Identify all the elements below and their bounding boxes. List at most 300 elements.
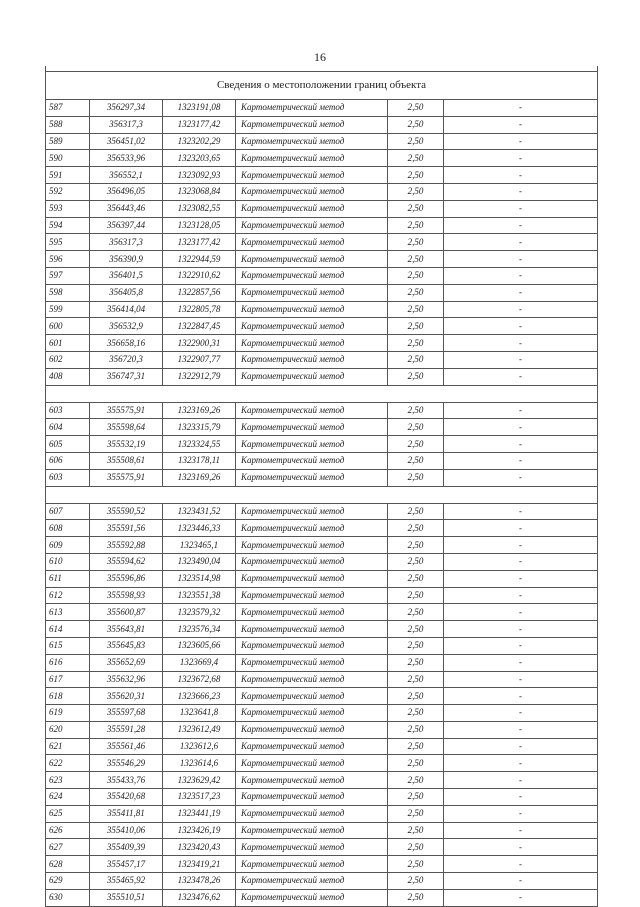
accuracy: 2,50 (388, 318, 444, 335)
description: - (444, 318, 598, 335)
accuracy: 2,50 (388, 267, 444, 284)
point-number: 609 (46, 537, 90, 554)
coord-x: 355532,19 (90, 436, 163, 453)
method: Картометрический метод (236, 267, 388, 284)
coord-x: 356658,16 (90, 335, 163, 352)
table-row (46, 469, 598, 486)
point-number: 614 (46, 621, 90, 638)
description: - (444, 637, 598, 654)
accuracy: 2,50 (388, 772, 444, 789)
description: - (444, 654, 598, 671)
description: - (444, 351, 598, 368)
method: Картометрический метод (236, 721, 388, 738)
description: - (444, 856, 598, 873)
boundary-coordinates-table (45, 66, 598, 907)
accuracy: 2,50 (388, 520, 444, 537)
table-row (46, 520, 598, 537)
accuracy: 2,50 (388, 217, 444, 234)
table-row (46, 351, 598, 368)
method: Картометрический метод (236, 621, 388, 638)
contour-separator (46, 486, 598, 503)
coord-x: 355575,91 (90, 469, 163, 486)
accuracy: 2,50 (388, 671, 444, 688)
coord-x: 355420,68 (90, 789, 163, 806)
accuracy: 2,50 (388, 200, 444, 217)
description: - (444, 570, 598, 587)
method: Картометрический метод (236, 637, 388, 654)
point-number: 617 (46, 671, 90, 688)
method: Картометрический метод (236, 654, 388, 671)
method: Картометрический метод (236, 738, 388, 755)
accuracy: 2,50 (388, 234, 444, 251)
coord-y: 1323672,68 (163, 671, 236, 688)
coord-y: 1323669,4 (163, 654, 236, 671)
point-number: 598 (46, 284, 90, 301)
table-row (46, 183, 598, 200)
table-row (46, 116, 598, 133)
point-number: 624 (46, 789, 90, 806)
table-row (46, 721, 598, 738)
point-number: 623 (46, 772, 90, 789)
coord-y: 1323169,26 (163, 402, 236, 419)
method: Картометрический метод (236, 335, 388, 352)
method: Картометрический метод (236, 301, 388, 318)
method: Картометрический метод (236, 805, 388, 822)
point-number: 599 (46, 301, 90, 318)
point-number: 591 (46, 167, 90, 184)
table-row (46, 284, 598, 301)
accuracy: 2,50 (388, 167, 444, 184)
point-number: 615 (46, 637, 90, 654)
description: - (444, 587, 598, 604)
accuracy: 2,50 (388, 419, 444, 436)
coord-x: 356496,05 (90, 183, 163, 200)
point-number: 608 (46, 520, 90, 537)
table-row (46, 234, 598, 251)
point-number: 588 (46, 116, 90, 133)
coord-x: 355590,52 (90, 503, 163, 520)
point-number: 612 (46, 587, 90, 604)
coord-y: 1322805,78 (163, 301, 236, 318)
point-number: 596 (46, 251, 90, 268)
table-row (46, 436, 598, 453)
description: - (444, 721, 598, 738)
table-row (46, 200, 598, 217)
accuracy: 2,50 (388, 637, 444, 654)
table-row (46, 705, 598, 722)
method: Картометрический метод (236, 368, 388, 385)
description: - (444, 200, 598, 217)
accuracy: 2,50 (388, 301, 444, 318)
method: Картометрический метод (236, 537, 388, 554)
point-number: 618 (46, 688, 90, 705)
point-number: 408 (46, 368, 90, 385)
coord-x: 355546,29 (90, 755, 163, 772)
table-row (46, 738, 598, 755)
coord-y: 1323420,43 (163, 839, 236, 856)
table-row (46, 419, 598, 436)
table-row (46, 553, 598, 570)
description: - (444, 335, 598, 352)
coord-x: 355591,56 (90, 520, 163, 537)
method: Картометрический метод (236, 284, 388, 301)
description: - (444, 503, 598, 520)
coord-x: 355591,28 (90, 721, 163, 738)
coord-y: 1323177,42 (163, 234, 236, 251)
table-row (46, 822, 598, 839)
coord-y: 1323419,21 (163, 856, 236, 873)
coord-x: 356297,34 (90, 100, 163, 117)
page-number: 16 (314, 50, 326, 64)
accuracy: 2,50 (388, 503, 444, 520)
coord-x: 355510,51 (90, 889, 163, 906)
point-number: 597 (46, 267, 90, 284)
method: Картометрический метод (236, 755, 388, 772)
point-number: 606 (46, 452, 90, 469)
coord-x: 356443,46 (90, 200, 163, 217)
accuracy: 2,50 (388, 822, 444, 839)
method: Картометрический метод (236, 200, 388, 217)
accuracy: 2,50 (388, 789, 444, 806)
coord-y: 1323641,8 (163, 705, 236, 722)
point-number: 629 (46, 873, 90, 890)
accuracy: 2,50 (388, 436, 444, 453)
coord-y: 1323476,62 (163, 889, 236, 906)
coord-x: 356532,9 (90, 318, 163, 335)
description: - (444, 284, 598, 301)
point-number: 628 (46, 856, 90, 873)
method: Картометрический метод (236, 520, 388, 537)
coord-y: 1323605,66 (163, 637, 236, 654)
description: - (444, 755, 598, 772)
coord-y: 1323315,79 (163, 419, 236, 436)
accuracy: 2,50 (388, 133, 444, 150)
point-number: 620 (46, 721, 90, 738)
coord-y: 1323082,55 (163, 200, 236, 217)
coord-y: 1323551,38 (163, 587, 236, 604)
method: Картометрический метод (236, 234, 388, 251)
table-row (46, 772, 598, 789)
coord-x: 355596,86 (90, 570, 163, 587)
accuracy: 2,50 (388, 604, 444, 621)
method: Картометрический метод (236, 856, 388, 873)
method: Картометрический метод (236, 217, 388, 234)
table-title: Сведения о местоположении границ объекта (46, 72, 598, 100)
coord-y: 1322857,56 (163, 284, 236, 301)
accuracy: 2,50 (388, 755, 444, 772)
method: Картометрический метод (236, 604, 388, 621)
description: - (444, 133, 598, 150)
coord-x: 356451,02 (90, 133, 163, 150)
point-number: 602 (46, 351, 90, 368)
accuracy: 2,50 (388, 251, 444, 268)
coord-x: 355561,46 (90, 738, 163, 755)
coord-x: 355411,81 (90, 805, 163, 822)
accuracy: 2,50 (388, 351, 444, 368)
table-row (46, 301, 598, 318)
coord-y: 1323092,93 (163, 167, 236, 184)
coord-x: 355410,06 (90, 822, 163, 839)
accuracy: 2,50 (388, 553, 444, 570)
coord-y: 1323612,49 (163, 721, 236, 738)
table-row (46, 100, 598, 117)
method: Картометрический метод (236, 889, 388, 906)
description: - (444, 217, 598, 234)
table-row (46, 621, 598, 638)
coord-x: 355600,87 (90, 604, 163, 621)
coord-y: 1322907,77 (163, 351, 236, 368)
coord-x: 355575,91 (90, 402, 163, 419)
point-number: 613 (46, 604, 90, 621)
description: - (444, 116, 598, 133)
coord-y: 1323465,1 (163, 537, 236, 554)
point-number: 601 (46, 335, 90, 352)
method: Картометрический метод (236, 183, 388, 200)
table-row (46, 251, 598, 268)
accuracy: 2,50 (388, 889, 444, 906)
accuracy: 2,50 (388, 452, 444, 469)
coord-y: 1323441,19 (163, 805, 236, 822)
table-row (46, 335, 598, 352)
accuracy: 2,50 (388, 621, 444, 638)
description: - (444, 183, 598, 200)
description: - (444, 100, 598, 117)
coord-y: 1323490,04 (163, 553, 236, 570)
description: - (444, 621, 598, 638)
table-row (46, 217, 598, 234)
method: Картометрический метод (236, 671, 388, 688)
coord-x: 355597,68 (90, 705, 163, 722)
table-row (46, 873, 598, 890)
point-number: 594 (46, 217, 90, 234)
table-row (46, 133, 598, 150)
table-row (46, 267, 598, 284)
method: Картометрический метод (236, 402, 388, 419)
description: - (444, 436, 598, 453)
table-row (46, 839, 598, 856)
coord-y: 1323478,26 (163, 873, 236, 890)
method: Картометрический метод (236, 116, 388, 133)
accuracy: 2,50 (388, 116, 444, 133)
description: - (444, 234, 598, 251)
method: Картометрический метод (236, 436, 388, 453)
description: - (444, 267, 598, 284)
table-row (46, 805, 598, 822)
accuracy: 2,50 (388, 368, 444, 385)
point-number: 605 (46, 436, 90, 453)
point-number: 627 (46, 839, 90, 856)
coord-x: 355465,92 (90, 873, 163, 890)
coord-x: 356317,3 (90, 234, 163, 251)
accuracy: 2,50 (388, 537, 444, 554)
description: - (444, 738, 598, 755)
description: - (444, 671, 598, 688)
accuracy: 2,50 (388, 873, 444, 890)
description: - (444, 452, 598, 469)
coord-y: 1323178,11 (163, 452, 236, 469)
coord-x: 355594,62 (90, 553, 163, 570)
description: - (444, 469, 598, 486)
accuracy: 2,50 (388, 469, 444, 486)
point-number: 630 (46, 889, 90, 906)
accuracy: 2,50 (388, 587, 444, 604)
coord-x: 356401,5 (90, 267, 163, 284)
point-number: 619 (46, 705, 90, 722)
method: Картометрический метод (236, 688, 388, 705)
accuracy: 2,50 (388, 150, 444, 167)
coord-x: 355652,69 (90, 654, 163, 671)
table-row (46, 637, 598, 654)
coord-x: 356317,3 (90, 116, 163, 133)
accuracy: 2,50 (388, 183, 444, 200)
coord-y: 1322847,45 (163, 318, 236, 335)
coord-x: 355620,31 (90, 688, 163, 705)
coord-y: 1323579,32 (163, 604, 236, 621)
coord-x: 356552,1 (90, 167, 163, 184)
accuracy: 2,50 (388, 335, 444, 352)
method: Картометрический метод (236, 587, 388, 604)
coord-y: 1323169,26 (163, 469, 236, 486)
method: Картометрический метод (236, 772, 388, 789)
coord-x: 356397,44 (90, 217, 163, 234)
description: - (444, 772, 598, 789)
description: - (444, 604, 598, 621)
description: - (444, 150, 598, 167)
method: Картометрический метод (236, 873, 388, 890)
coord-y: 1322944,59 (163, 251, 236, 268)
coord-x: 355643,81 (90, 621, 163, 638)
accuracy: 2,50 (388, 570, 444, 587)
table-row (46, 889, 598, 906)
description: - (444, 251, 598, 268)
coord-x: 355645,83 (90, 637, 163, 654)
point-number: 587 (46, 100, 90, 117)
method: Картометрический метод (236, 705, 388, 722)
point-number: 593 (46, 200, 90, 217)
point-number: 595 (46, 234, 90, 251)
method: Картометрический метод (236, 789, 388, 806)
method: Картометрический метод (236, 100, 388, 117)
accuracy: 2,50 (388, 705, 444, 722)
accuracy: 2,50 (388, 738, 444, 755)
table-row (46, 452, 598, 469)
method: Картометрический метод (236, 150, 388, 167)
description: - (444, 520, 598, 537)
table-row (46, 150, 598, 167)
coord-y: 1323517,23 (163, 789, 236, 806)
coord-x: 355457,17 (90, 856, 163, 873)
coord-y: 1322900,31 (163, 335, 236, 352)
coord-y: 1323324,55 (163, 436, 236, 453)
point-number: 604 (46, 419, 90, 436)
coord-y: 1323666,23 (163, 688, 236, 705)
coord-x: 355632,96 (90, 671, 163, 688)
coord-y: 1323191,08 (163, 100, 236, 117)
table-row (46, 368, 598, 385)
description: - (444, 889, 598, 906)
method: Картометрический метод (236, 452, 388, 469)
coord-x: 355598,93 (90, 587, 163, 604)
description: - (444, 368, 598, 385)
method: Картометрический метод (236, 553, 388, 570)
coord-x: 356533,96 (90, 150, 163, 167)
coord-y: 1322912,79 (163, 368, 236, 385)
description: - (444, 419, 598, 436)
table-row (46, 402, 598, 419)
accuracy: 2,50 (388, 402, 444, 419)
description: - (444, 167, 598, 184)
accuracy: 2,50 (388, 856, 444, 873)
table-row (46, 570, 598, 587)
point-number: 592 (46, 183, 90, 200)
description: - (444, 688, 598, 705)
point-number: 589 (46, 133, 90, 150)
coord-x: 356747,31 (90, 368, 163, 385)
coord-x: 356414,04 (90, 301, 163, 318)
point-number: 621 (46, 738, 90, 755)
accuracy: 2,50 (388, 839, 444, 856)
method: Картометрический метод (236, 822, 388, 839)
contour-separator (46, 385, 598, 402)
coord-y: 1323202,29 (163, 133, 236, 150)
point-number: 607 (46, 503, 90, 520)
point-number: 625 (46, 805, 90, 822)
table-row (46, 318, 598, 335)
table-row (46, 167, 598, 184)
accuracy: 2,50 (388, 654, 444, 671)
coord-y: 1323426,19 (163, 822, 236, 839)
table-row (46, 503, 598, 520)
table-row (46, 755, 598, 772)
coord-y: 1323431,52 (163, 503, 236, 520)
description: - (444, 873, 598, 890)
coord-y: 1323203,65 (163, 150, 236, 167)
description: - (444, 402, 598, 419)
coord-y: 1323612,6 (163, 738, 236, 755)
accuracy: 2,50 (388, 284, 444, 301)
accuracy: 2,50 (388, 100, 444, 117)
coord-y: 1322910,62 (163, 267, 236, 284)
description: - (444, 553, 598, 570)
table-row (46, 604, 598, 621)
coord-x: 355508,61 (90, 452, 163, 469)
point-number: 600 (46, 318, 90, 335)
contour-separator-row (46, 385, 598, 402)
coord-y: 1323177,42 (163, 116, 236, 133)
method: Картометрический метод (236, 570, 388, 587)
description: - (444, 705, 598, 722)
description: - (444, 537, 598, 554)
coord-y: 1323614,6 (163, 755, 236, 772)
table-row (46, 587, 598, 604)
table-row (46, 654, 598, 671)
coord-y: 1323128,05 (163, 217, 236, 234)
table-row (46, 537, 598, 554)
accuracy: 2,50 (388, 688, 444, 705)
point-number: 622 (46, 755, 90, 772)
point-number: 616 (46, 654, 90, 671)
coord-x: 356720,3 (90, 351, 163, 368)
coord-y: 1323514,98 (163, 570, 236, 587)
method: Картометрический метод (236, 419, 388, 436)
coord-y: 1323629,42 (163, 772, 236, 789)
point-number: 611 (46, 570, 90, 587)
accuracy: 2,50 (388, 721, 444, 738)
contour-separator-row (46, 486, 598, 503)
table-row (46, 789, 598, 806)
table-row (46, 671, 598, 688)
description: - (444, 789, 598, 806)
